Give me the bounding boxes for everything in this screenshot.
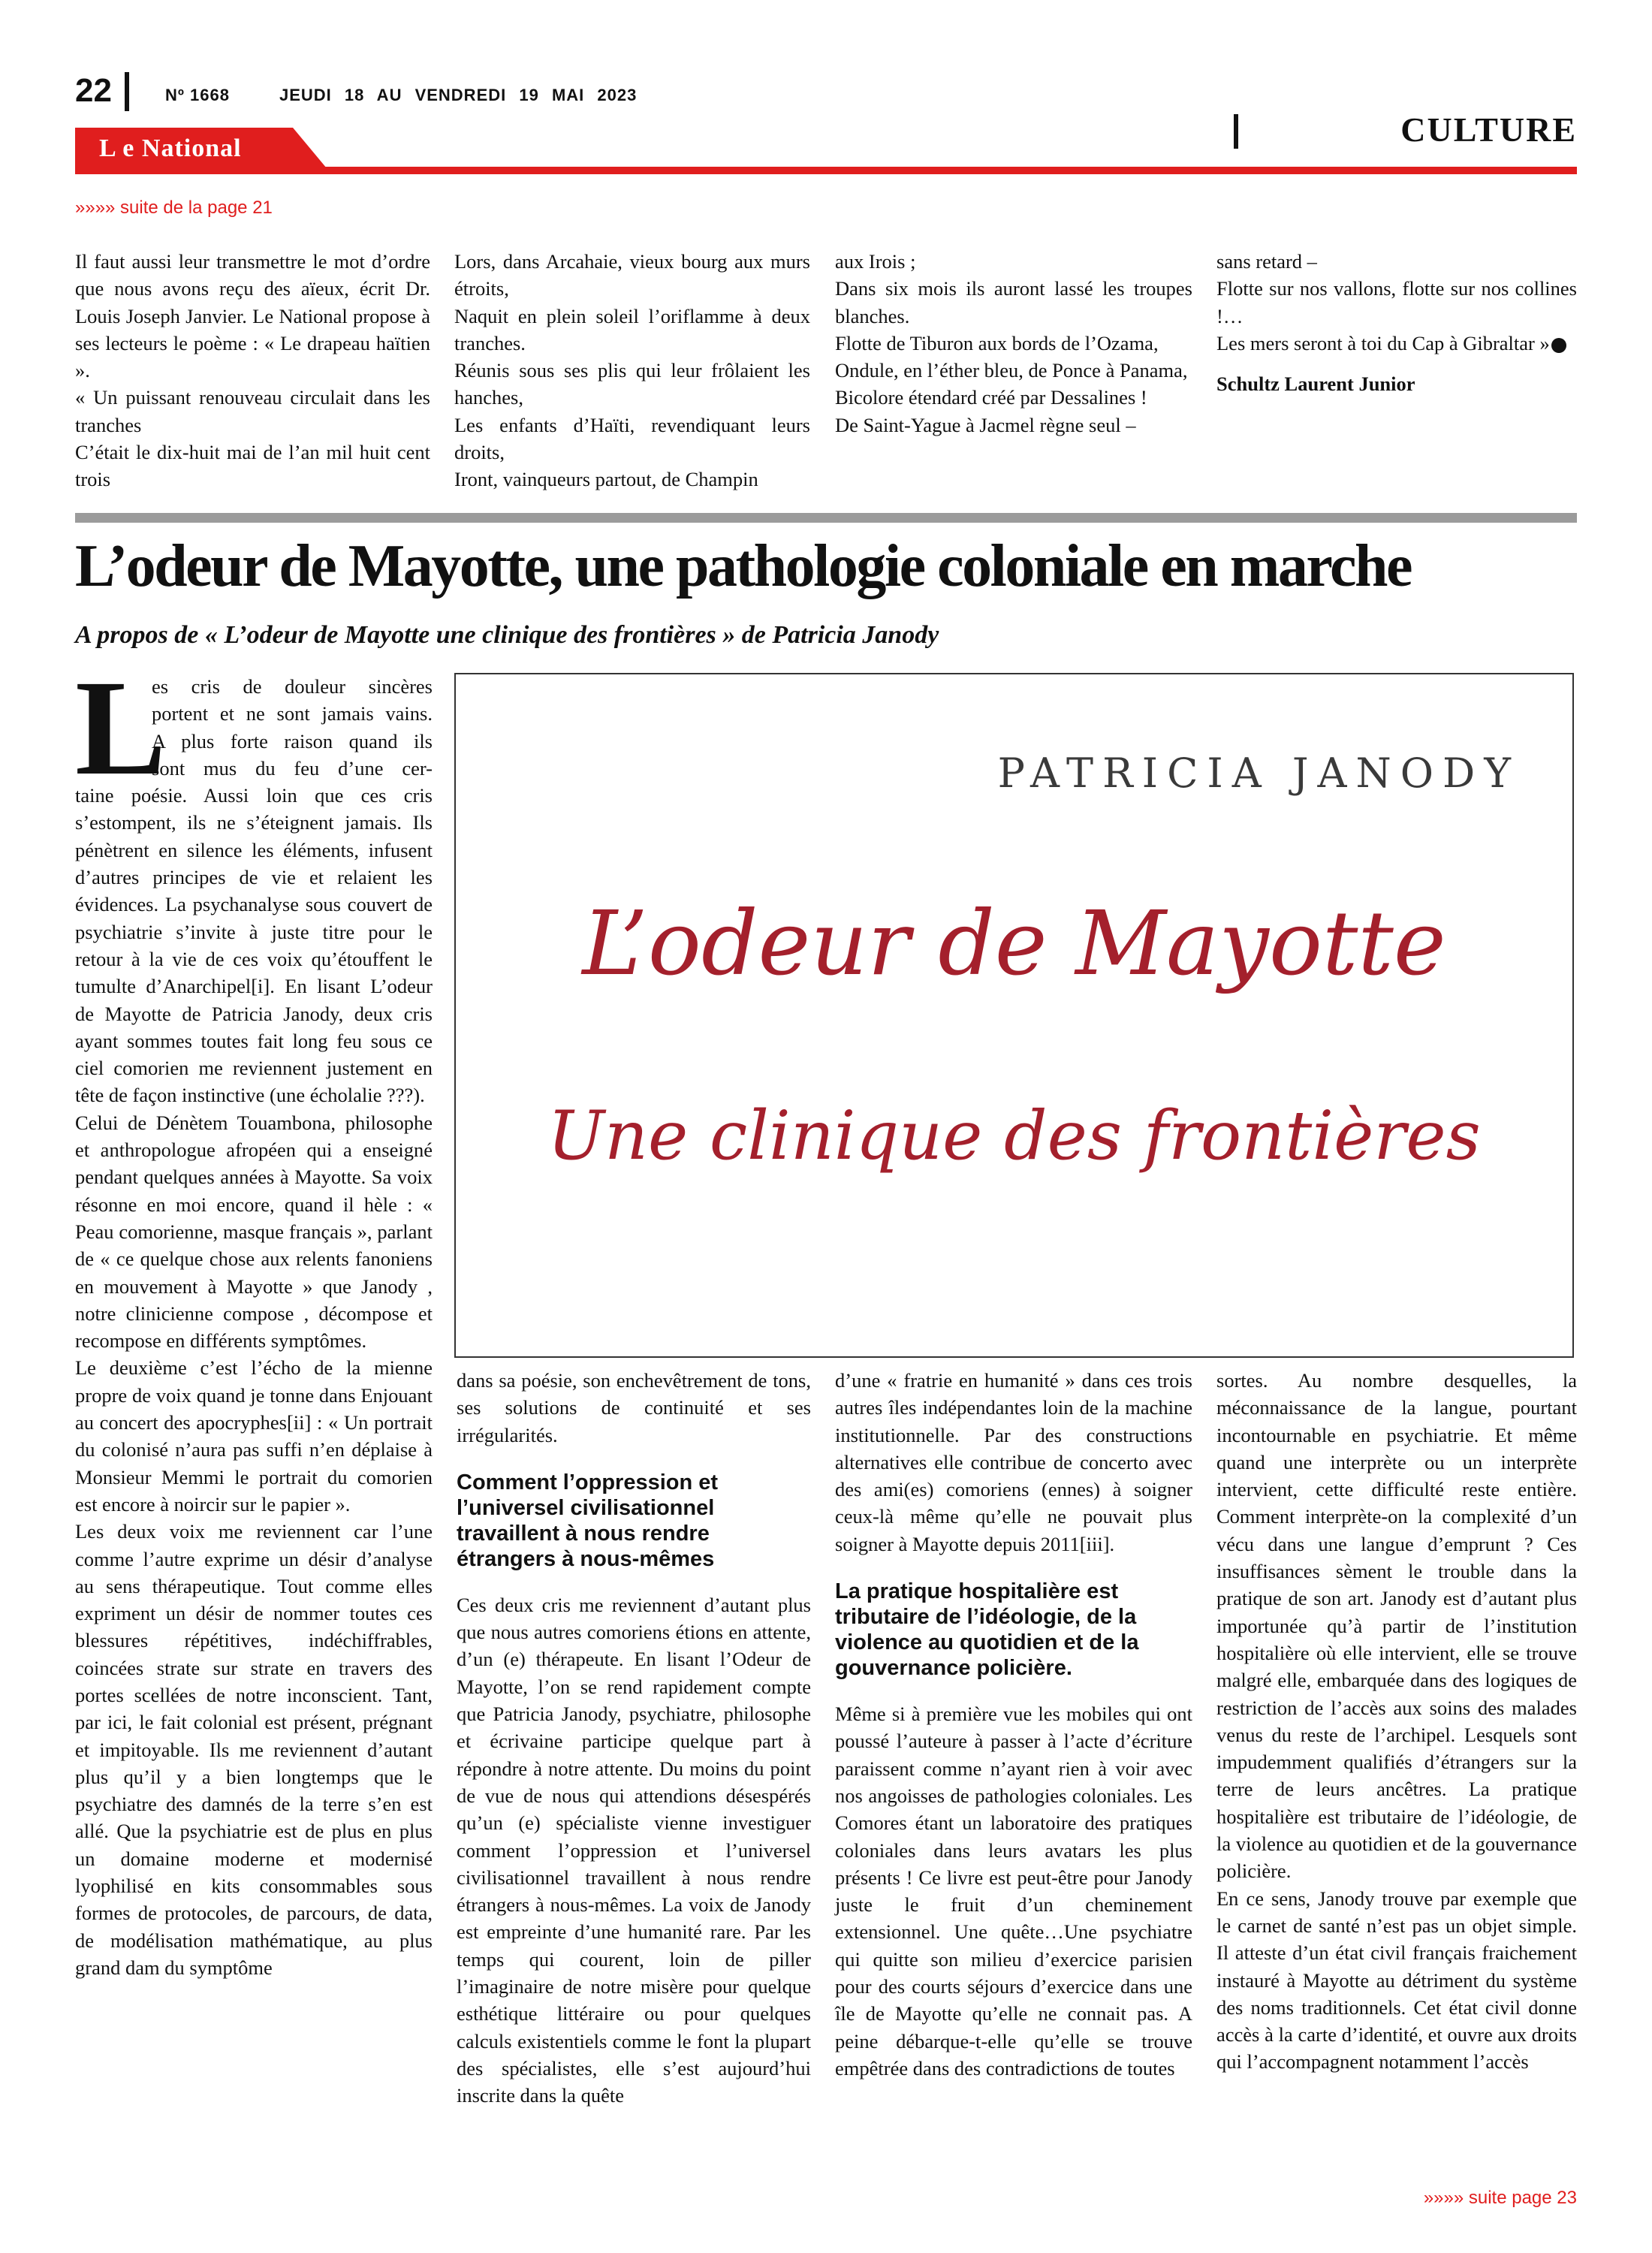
section-title: CULTURE: [1400, 110, 1577, 149]
article-subheadline: A propos de « L’odeur de Mayotte une clinique des frontières » de Patricia Janody: [75, 621, 939, 649]
poem-line: [1216, 330, 1577, 357]
book-author: PATRICIA JANODY: [997, 749, 1520, 797]
poem-column-4: [1216, 248, 1577, 397]
poem-line: Flotte de Tiburon aux bords de l’Ozama,: [835, 331, 1159, 354]
poem-line: Lors, dans Arcahaie, vieux bourg aux murs étroits,: [454, 250, 810, 300]
article-separator: [75, 513, 1577, 523]
poem-line: C’était le dix-huit mai de l’an mil huit cent trois: [75, 441, 430, 491]
article-column-3: [835, 1367, 1192, 2082]
book-subtitle: Une clinique des frontières: [547, 1096, 1481, 1175]
newspaper-logo: L e National: [99, 134, 242, 162]
book-cover-image: [454, 673, 1574, 1358]
paragraph: Il faut aussi leur transmettre le mot d’ordre que nous avons reçu des aïeux, écrit Dr. Louis Joseph Janvier. Le National propose à ses lecteurs le poème : « Le drapeau haïtien ».: [75, 250, 430, 382]
article-column-2: [457, 1367, 811, 2110]
paragraph: dans sa poésie, son enchevêtrement de tons, ses solutions de continuité et ses irrégularités.: [457, 1369, 811, 1446]
poem-column-2: [454, 248, 810, 493]
poem-author: Schultz Laurent Junior: [1216, 372, 1415, 396]
paragraph: Le deuxième c’est l’écho de la mienne propre de voix quand je tonne dans Enjouant au concert des apocryphes[ii] : « Un portrait du colonisé n’aura pas suffi n’en déplaise à Monsieur Memmi le portrait du comorien est encore à noircir sur le papier ».: [75, 1356, 433, 1516]
brand-rule: [75, 167, 1577, 174]
page-number: 22: [75, 72, 112, 109]
poem-line: Ondule, en l’éther bleu, de Ponce à Panama,: [835, 359, 1188, 382]
poem-line: sans retard –: [1216, 250, 1317, 273]
poem-line: Dans six mois ils auront lassé les troupes blanches.: [835, 277, 1192, 327]
poem-line: Bicolore étendard créé par Dessalines !: [835, 386, 1147, 409]
poem-column-3: [835, 248, 1192, 439]
paragraph: taine poésie. Aussi loin que ces cris s’estompent, ils ne s’éteignent jamais. Ils pénètrent en silence les éléments, infusent d’autres principes de vie et relaient les évidences. La psychanalyse sous couvert de psychiatrie s’invite à juste titre pour le retour à la vie de ces voix qu’étouffent le tumulte d’Anarchipel[i]. En lisant L’odeur de Mayotte de Patricia Janody, deux cris ayant sommes toutes fait long feu sous ce ciel comorien me reviennent justement en tête de façon instinctive (une écholalie ???).: [75, 784, 433, 1107]
paragraph: Celui de Dénètem Touambona, philosophe et anthropologue afropéen qui a enseigné pendant quelques années à Mayotte. Sa voix résonne en moi encore, quand il hèle : « Peau comorienne, masque français », parlant de « ce quelque chose aux relents fanoniens en mouvement à Mayotte » que Janody , notre clinicienne compose , décompose et recompose en différents symptômes.: [75, 1111, 433, 1353]
dropcap-line: es cris de douleur sincères: [152, 675, 433, 698]
paragraph: Même si à première vue les mobiles qui ont poussé l’auteure à passer à l’acte d’écriture paraissent comme n’ayant rien à voir avec nos angoisses de pathologies coloniales. Les Comores étant un laboratoire des pratiques coloniales dans leurs avatars les plus présents ! Ce livre est peut-être pour Janody juste le fruit d’un cheminement extensionnel. Une quête…Une psychiatre qui quitte son milieu d’exercice parisien pour des courts séjours d’exercice dans une île de Mayotte qu’elle ne connait pas. A peine débarque-t-elle qu’elle se trouve empêtrée dans des contradictions de toutes: [835, 1703, 1192, 2080]
paragraph: Ces deux cris me reviennent d’autant plus que nous autres comoriens étions en attente, d’un (e) thérapeute. En lisant l’Odeur de Mayotte, l’on se rend rapidement compte que Patricia Janody, psychiatre, philosophe et écrivaine participe quelque part à répondre à notre attente. Du moins du point de vue de nous qui attendions désespérés qu’un (e) spécialiste vienne investiguer comment l’oppression et l’universel civilisationnel travaillent à nous rendre étrangers à nous-mêmes. La voix de Janody est empreinte d’une humanité rare. Par les temps qui courent, loin de piller l’imaginaire de notre misère pour quelque esthétique littéraire ou pour quelques calculs existentiels comme le font la plupart des spécialistes, elle s’est aujourd’hui inscrite dans la quête: [457, 1593, 811, 2107]
poem-line: De Saint-Yague à Jacmel règne seul –: [835, 413, 1136, 436]
poem-line-text: Les mers seront à toi du Cap à Gibraltar »: [1216, 331, 1550, 354]
dropcap-line: portent et ne sont jamais vains.: [152, 702, 433, 725]
end-of-article-icon: [1551, 338, 1566, 353]
article-headline: L’odeur de Mayotte, une pathologie coloniale en marche: [75, 533, 1411, 599]
poem-line: Réunis sous ses plis qui leur frôlaient les hanches,: [454, 359, 810, 409]
article-column-1: [75, 673, 433, 1981]
section-subtitle: Comment l’oppression et l’universel civilisationnel travaillent à nous rendre étrangers à nous-mêmes: [457, 1470, 719, 1571]
dropcap-line: A plus forte raison quand ils: [152, 729, 433, 753]
issue-date: JEUDI 18 AU VENDREDI 19 MAI 2023: [279, 86, 638, 104]
poem-line: aux Irois ;: [835, 250, 916, 273]
drop-cap: L: [75, 653, 167, 804]
page-number-divider: [125, 72, 129, 111]
poem-line: « Un puissant renouveau circulait dans les tranches: [75, 386, 430, 436]
poem-line: Flotte sur nos vallons, flotte sur nos collines !…: [1216, 277, 1577, 327]
paragraph: d’une « fratrie en humanité » dans ces trois autres îles indépendantes loin de la machine institutionnelle. Par des constructions alternatives elle contribue de concerto avec des ami(es) comoriens (ennes) à soigner ceux-là même qu’elle ne pouvait plus soigner à Mayotte depuis 2011[iii].: [835, 1369, 1192, 1555]
brand-banner: [75, 128, 1577, 173]
poem-line: Iront, vainqueurs partout, de Champin: [454, 468, 758, 491]
poem-line: Les enfants d’Haïti, revendiquant leurs droits,: [454, 413, 810, 464]
book-title: L’odeur de Mayotte: [582, 891, 1446, 995]
continued-to-link[interactable]: »»»» suite page 23: [1423, 2188, 1577, 2208]
dropcap-line: sont mus du feu d’une cer-: [152, 756, 433, 780]
section-subtitle: La pratique hospitalière est tributaire de l’idéologie, de la violence au quotidien et de la gouvernance policière.: [835, 1579, 1139, 1681]
article-column-4: [1216, 1367, 1577, 2076]
issue-number: Nº 1668: [165, 86, 230, 104]
poem-line: Naquit en plein soleil l’oriflamme à deux tranches.: [454, 304, 810, 354]
continued-from-link[interactable]: »»»» suite de la page 21: [75, 198, 273, 218]
paragraph: sortes. Au nombre desquelles, la méconnaissance de la langue, pourtant incontournable en psychiatrie. Et même quand une interprète ou un interprète intervient, cette difficulté reste entière. Comment interprète-on la complexité d’un vécu dans une langue d’emprunt ? Ces insuffisances sèment le trouble dans la pratique de son art. Janody est d’autant plus importunée qu’à partir de l’institution hospitalière où elle intervient, elle se trouve malgré elle, embarquée dans des logiques de restriction de l’accès aux soins des malades venus du reste de l’archipel. Lesquels sont impudemment qualifiés d’étrangers sur la terre de leurs ancêtres. La pratique hospitalière est tributaire de l’idéologie, de la violence au quotidien et de la gouvernance policière.: [1216, 1369, 1577, 1883]
paragraph: Les deux voix me reviennent car l’une comme l’autre exprime un désir d’analyse au sens thérapeutique. Tout comme elles expriment un désir de nommer toutes ces blessures répétitives, indéchiffrables, coincées strate sur strate en travers des portes scellées de notre inconscient. Tant, par ici, le fait colonial est présent, prégnant et impitoyable. Ils me reviennent d’autant plus qu’il y a bien longtemps que le psychiatre des damnés de la terre s’en est allé. Que la psychiatrie est de plus en plus un domaine moderne et modernisé lyophilisé en kits consommables sous formes de protocoles, de parcours, de data, de modélisation mathématique, au plus grand dam du symptôme: [75, 1520, 433, 1979]
poem-column-1: [75, 248, 430, 493]
paragraph: En ce sens, Janody trouve par exemple que le carnet de santé n’est pas un objet simple. Il atteste d’un état civil français fraichement instauré à Mayotte au détriment du système des noms traditionnels. Cet état civil donne accès à la carte d’identité, et ouvre aux droits qui l’accompagnent notamment l’accès: [1216, 1887, 1577, 2074]
